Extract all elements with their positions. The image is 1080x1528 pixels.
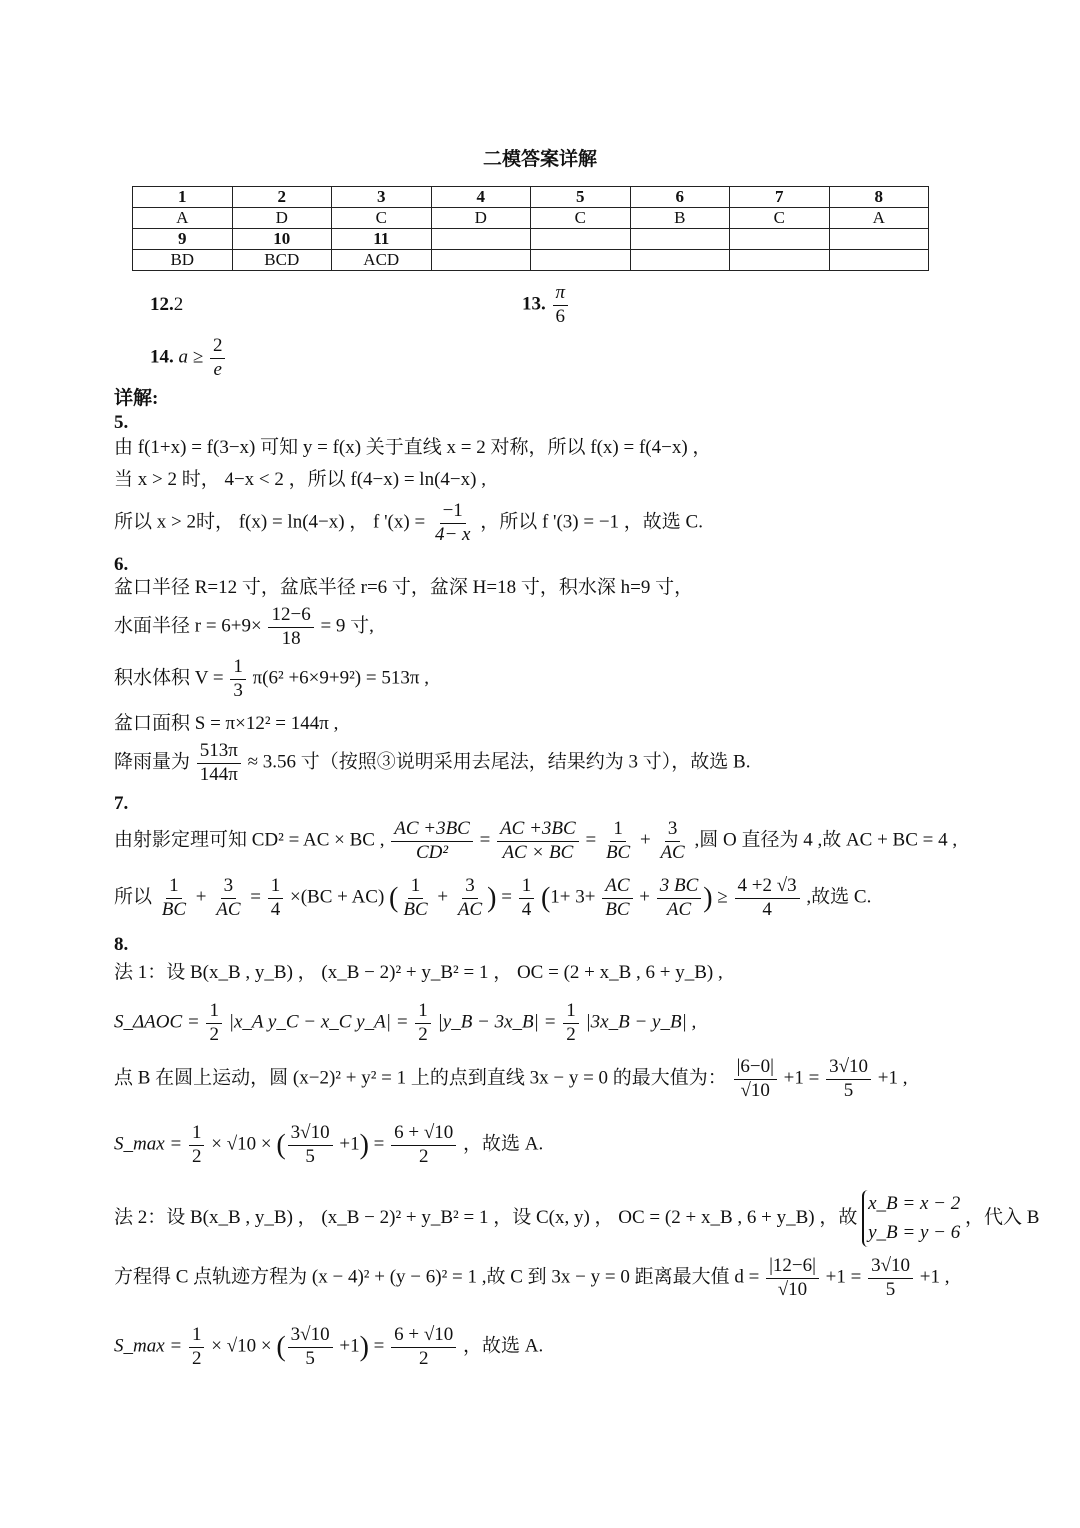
table-cell: 4 xyxy=(431,187,531,208)
answer-12-label: 12. xyxy=(150,294,174,315)
section-8-line-3: 点 B 在圆上运动，圆 (x−2)² + y² = 1 上的点到直线 3x − y = 0 的最大值为： $\frac{|6-0|}{√10}$ +1 = $\frac{3√10}{5}$ +1 , xyxy=(114,1056,908,1101)
section-5-line-1: 由 f(1+x) = f(3−x) 可知 y = f(x) 关于直线 x = 2 对称，所以 f(x) = f(4−x) ， xyxy=(114,437,712,458)
fraction: $\frac{AC +3BC}{\text{CD²}}$ xyxy=(391,818,473,865)
fraction: $\frac{513\pi}{144\pi}$ xyxy=(197,740,241,787)
fraction: $\frac{3√10}{5}$ xyxy=(868,1255,913,1302)
answer-14-label: 14. xyxy=(150,346,174,368)
fraction: $\frac{3√10}{5}$ xyxy=(288,1122,333,1169)
fraction: $\frac{1}{4}$ xyxy=(268,875,284,922)
table-cell: 9 xyxy=(133,229,233,250)
fraction: $\frac{6 + √10}{2}$ xyxy=(391,1122,456,1169)
table-cell xyxy=(630,229,730,250)
fraction: $\frac{3}{AC}$ xyxy=(216,875,241,920)
fraction: $\frac{1}{3}$ xyxy=(230,656,246,703)
table-row xyxy=(133,229,929,250)
answer-13-label: 13. xyxy=(522,293,546,315)
table-cell: C xyxy=(332,208,432,229)
table-cell: C xyxy=(730,208,830,229)
section-7-line-1: 由射影定理可知 CD² = AC × BC , $\frac{AC +3BC}{\text{CD²}}$ = $\frac{AC +3BC}{AC \times BC}$ = $\frac{1}{BC}$ + $\frac{3}{AC}$ ,圆 O 直径为 4 ,故 AC + BC = 4 , xyxy=(114,818,958,863)
section-8-method-2-line-3: S_max = $\frac{1}{2}$ × √10 × ( $\frac{3√10}{5}$ +1) = $\frac{6 + √10}{2}$ ，故选 A. xyxy=(114,1324,544,1369)
table-cell: 8 xyxy=(829,187,929,208)
section-6-heading: 6. xyxy=(114,554,129,575)
section-8-heading: 8. xyxy=(114,934,129,955)
answer-14-lhs: a ≥ xyxy=(178,346,204,368)
fraction: $\frac{1}{BC}$ xyxy=(403,875,428,920)
table-cell xyxy=(730,229,830,250)
fraction: $\frac{1}{BC}$ xyxy=(161,875,187,920)
fraction: $\frac{4 +2 √3}{4}$ xyxy=(735,875,800,922)
table-cell: BD xyxy=(133,250,233,271)
fraction: $\frac{-1}{4- x}$ xyxy=(434,500,471,545)
table-cell: 2 xyxy=(232,187,332,208)
table-cell: C xyxy=(531,208,631,229)
section-5-heading: 5. xyxy=(114,412,129,433)
section-8-method-2-line-1: 法 2：设 B(x_B , y_B) ， (x_B − 2)² + y_B² = 1 ，设 C(x, y) ， OC = (2 + x_B , 6 + y_B) ，故 x_B = x − 2 y_B = y − 6 ，代入 B xyxy=(114,1190,1039,1247)
fraction: $\frac{3}{AC}$ xyxy=(660,818,685,863)
table-cell: A xyxy=(133,208,233,229)
table-cell xyxy=(531,229,631,250)
fraction: $\frac{1}{BC}$ xyxy=(605,818,631,863)
section-6-line-4: 盆口面积 S = π×12² = 144π , xyxy=(114,713,339,734)
section-6-line-3: 积水体积 V = $\frac{1}{3}$ π(6² +6×9+9²) = 513π , xyxy=(114,656,429,701)
fraction: $\frac{1}{2}$ xyxy=(415,1000,431,1047)
fraction: $\frac{AC +3BC}{AC \times BC}$ xyxy=(497,818,579,865)
section-6-line-2: 水面半径 r = 6+9× $\frac{12-6}{18}$ = 9 寸, xyxy=(114,604,374,649)
table-cell: A xyxy=(829,208,929,229)
table-cell: BCD xyxy=(232,250,332,271)
table-cell xyxy=(531,250,631,271)
table-row xyxy=(133,187,929,208)
table-cell: D xyxy=(232,208,332,229)
answer-table xyxy=(132,186,929,271)
answer-12-value: 2 xyxy=(173,294,184,315)
section-5-line-3: 所以 x > 2时， f(x) = ln(4−x) ， f '(x) = $\frac{-1}{4- x}$ ，所以 f '(3) = −1 ，故选 C. xyxy=(114,500,703,545)
table-cell xyxy=(829,250,929,271)
fraction: $\frac{1}{2}$ xyxy=(206,1000,222,1047)
equation-system: x_B = x − 2 y_B = y − 6 xyxy=(862,1190,960,1247)
table-cell: 6 xyxy=(630,187,730,208)
table-cell xyxy=(829,229,929,250)
fraction: $\frac{|6-0|}{√10}$ xyxy=(734,1056,777,1103)
fraction: $\frac{AC}{BC}$ xyxy=(602,875,632,922)
table-cell xyxy=(730,250,830,271)
table-cell: 5 xyxy=(531,187,631,208)
table-cell: 3 xyxy=(332,187,432,208)
table-cell: 1 xyxy=(133,187,233,208)
fraction: $\frac{3√10}{5}$ xyxy=(288,1324,333,1371)
fraction: $\frac{6 + √10}{2}$ xyxy=(391,1324,456,1371)
fraction: $\frac{1}{4}$ xyxy=(519,875,535,922)
section-8-line-2: S_ΔAOC = $\frac{1}{2}$ |x_A y_C − x_C y_A| = $\frac{1}{2}$ |y_B − 3x_B| = $\frac{1}{2}$ |3x_B − y_B| , xyxy=(114,1000,697,1045)
fraction: $\frac{3 BC}{AC}$ xyxy=(657,875,702,922)
section-8-line-4: S_max = $\frac{1}{2}$ × √10 × ( $\frac{3√10}{5}$ +1) = $\frac{6 + √10}{2}$ ，故选 A. xyxy=(114,1122,544,1167)
table-cell: ACD xyxy=(332,250,432,271)
table-cell: 10 xyxy=(232,229,332,250)
fraction: $\frac{1}{2}$ xyxy=(189,1324,205,1371)
section-8-line-1: 法 1：设 B(x_B , y_B) ， (x_B − 2)² + y_B² = 1 ， OC = (2 + x_B , 6 + y_B) , xyxy=(114,962,723,983)
table-cell xyxy=(630,250,730,271)
fraction: $\frac{1}{2}$ xyxy=(189,1122,205,1169)
answer-13 xyxy=(522,282,570,329)
section-6-line-5: 降雨量为 $\frac{513\pi}{144\pi}$ ≈ 3.56 寸（按照③说明采用去尾法，结果约为 3 寸），故选 B. xyxy=(114,740,751,785)
section-6-line-1: 盆口半径 R=12 寸，盆底半径 r=6 寸，盆深 H=18 寸，积水深 h=9 寸， xyxy=(114,577,694,598)
table-row xyxy=(133,250,929,271)
fraction: $\frac{\pi}{6}$ xyxy=(553,282,569,329)
page-title: 二模答案详解 xyxy=(482,149,597,170)
fraction: $\frac{1}{2}$ xyxy=(563,1000,579,1047)
section-8-method-2-line-2: 方程得 C 点轨迹方程为 (x − 4)² + (y − 6)² = 1 ,故 C 到 3x − y = 0 距离最大值 d = $\frac{|12-6|}{√10}$ +1 = $\frac{3√10}{5}$ +1 , xyxy=(114,1255,950,1300)
section-7-line-2: 所以 $\frac{1}{BC}$ + $\frac{3}{AC}$ = $\frac{1}{4}$ ×(BC + AC) ( $\frac{1}{BC}$ + $\frac{3}{AC}$ ) = $\frac{1}{4}$ (1+ 3+ $\frac{AC}{BC}$ + $\frac{3 BC}{AC}$ ) ≥ $\frac{4 +2 √3}{4}$ ,故选 C. xyxy=(114,875,872,920)
fraction: $\frac{2}{e}$ xyxy=(210,335,226,382)
answer-14 xyxy=(150,335,227,382)
section-7-heading: 7. xyxy=(114,793,129,814)
table-cell: 7 xyxy=(730,187,830,208)
fraction: $\frac{3√10}{5}$ xyxy=(826,1056,871,1103)
detail-heading: 详解: xyxy=(114,388,159,409)
table-cell: 11 xyxy=(332,229,432,250)
fraction: $\frac{3}{AC}$ xyxy=(457,875,483,920)
table-cell xyxy=(431,250,531,271)
table-cell: B xyxy=(630,208,730,229)
fraction: $\frac{12-6}{18}$ xyxy=(268,604,313,651)
table-row xyxy=(133,208,929,229)
table-cell xyxy=(431,229,531,250)
answer-12 xyxy=(150,295,183,314)
table-cell: D xyxy=(431,208,531,229)
section-5-line-2: 当 x > 2 时， 4−x < 2 ，所以 f(4−x) = ln(4−x) , xyxy=(114,469,486,490)
fraction: $\frac{|12-6|}{√10}$ xyxy=(766,1255,819,1302)
